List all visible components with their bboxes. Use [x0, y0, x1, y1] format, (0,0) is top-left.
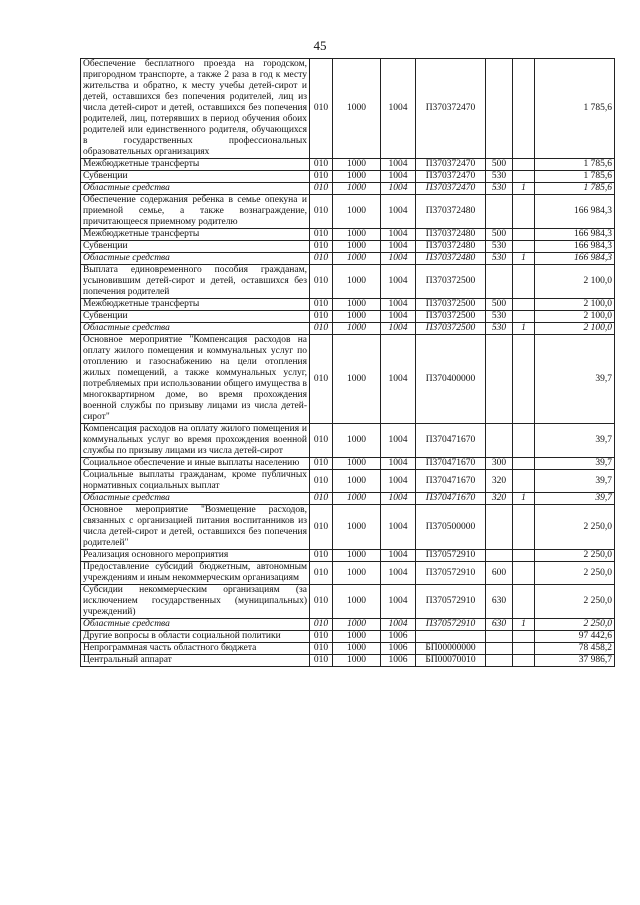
row-target-article: П370471670: [416, 458, 486, 470]
row-target-article: П370471670: [416, 470, 486, 493]
row-section: 1000: [333, 335, 381, 424]
table-row: [81, 335, 615, 424]
row-amount: 2 100,0: [535, 311, 615, 323]
row-subsection: 1004: [381, 229, 416, 241]
row-grbs: 010: [310, 159, 333, 171]
table-row: [81, 470, 615, 493]
row-expense-type: 600: [486, 562, 513, 585]
row-grbs: 010: [310, 424, 333, 458]
row-source: 1: [513, 323, 535, 335]
row-source: [513, 265, 535, 299]
row-source: 1: [513, 619, 535, 631]
row-expense-type: [486, 195, 513, 229]
row-grbs: 010: [310, 241, 333, 253]
row-source: [513, 655, 535, 667]
row-section: 1000: [333, 183, 381, 195]
row-target-article: П370500000: [416, 505, 486, 550]
row-name: Субвенции: [81, 241, 310, 253]
row-expense-type: [486, 335, 513, 424]
row-amount: 2 250,0: [535, 505, 615, 550]
row-name: Социальные выплаты гражданам, кроме публичных нормативных социальных выплат: [81, 470, 310, 493]
table-row: [81, 643, 615, 655]
row-section: 1000: [333, 171, 381, 183]
row-expense-type: [486, 505, 513, 550]
row-grbs: 010: [310, 59, 333, 159]
row-expense-type: 500: [486, 229, 513, 241]
row-section: 1000: [333, 655, 381, 667]
row-expense-type: 530: [486, 323, 513, 335]
row-section: 1000: [333, 643, 381, 655]
row-source: [513, 195, 535, 229]
row-grbs: 010: [310, 311, 333, 323]
table-row: [81, 229, 615, 241]
row-source: [513, 550, 535, 562]
row-section: 1000: [333, 631, 381, 643]
row-source: 1: [513, 183, 535, 195]
row-expense-type: 530: [486, 253, 513, 265]
row-amount: 1 785,6: [535, 59, 615, 159]
row-source: [513, 241, 535, 253]
row-amount: 166 984,3: [535, 241, 615, 253]
row-target-article: П370372480: [416, 241, 486, 253]
table-row: [81, 424, 615, 458]
row-name: Областные средства: [81, 183, 310, 195]
row-subsection: 1004: [381, 311, 416, 323]
row-expense-type: 500: [486, 159, 513, 171]
table-row: [81, 253, 615, 265]
row-name: Обеспечение бесплатного проезда на городском, пригородном транспорте, а также 2 раза в год к месту жительства и обратно, к месту учебы детей-сирот и детей, оставшихся без попечения родителей, лиц из числа детей-сирот и детей, оставшихся без попечения родителей, лиц, потерявших в период обучения обоих родителей или единственного родителя, обучающихся в государственных профессиональных образовательных организациях: [81, 59, 310, 159]
row-target-article: П370572910: [416, 619, 486, 631]
row-name: Областные средства: [81, 323, 310, 335]
row-section: 1000: [333, 619, 381, 631]
row-section: 1000: [333, 550, 381, 562]
row-grbs: 010: [310, 619, 333, 631]
row-expense-type: 530: [486, 241, 513, 253]
row-section: 1000: [333, 265, 381, 299]
row-grbs: 010: [310, 171, 333, 183]
row-subsection: 1004: [381, 159, 416, 171]
row-section: 1000: [333, 562, 381, 585]
row-expense-type: [486, 655, 513, 667]
row-amount: 2 100,0: [535, 265, 615, 299]
row-target-article: П370572910: [416, 562, 486, 585]
row-name: Предоставление субсидий бюджетным, автономным учреждениям и иным некоммерческим организациям: [81, 562, 310, 585]
row-grbs: 010: [310, 470, 333, 493]
row-section: 1000: [333, 299, 381, 311]
row-name: Компенсация расходов на оплату жилого помещения и коммунальных услуг во время прохождения военной службы по призыву лицами из числа детей-сирот: [81, 424, 310, 458]
row-amount: 39,7: [535, 335, 615, 424]
row-expense-type: [486, 643, 513, 655]
row-section: 1000: [333, 493, 381, 505]
row-section: 1000: [333, 323, 381, 335]
row-grbs: 010: [310, 299, 333, 311]
row-target-article: П370372480: [416, 229, 486, 241]
row-expense-type: 300: [486, 458, 513, 470]
row-section: 1000: [333, 311, 381, 323]
table-row: [81, 458, 615, 470]
row-section: 1000: [333, 458, 381, 470]
row-amount: 1 785,6: [535, 183, 615, 195]
row-subsection: 1006: [381, 631, 416, 643]
row-name: Другие вопросы в области социальной политики: [81, 631, 310, 643]
row-section: 1000: [333, 253, 381, 265]
row-name: Субсидии некоммерческим организациям (за исключением государственных (муниципальных) учреждений): [81, 585, 310, 619]
row-grbs: 010: [310, 335, 333, 424]
row-source: [513, 311, 535, 323]
row-target-article: П370372480: [416, 195, 486, 229]
row-amount: 1 785,6: [535, 171, 615, 183]
row-amount: 39,7: [535, 458, 615, 470]
row-grbs: 010: [310, 550, 333, 562]
row-section: 1000: [333, 195, 381, 229]
row-grbs: 010: [310, 183, 333, 195]
table-row: [81, 195, 615, 229]
table-row: [81, 505, 615, 550]
row-expense-type: [486, 59, 513, 159]
row-subsection: 1004: [381, 253, 416, 265]
row-grbs: 010: [310, 195, 333, 229]
row-subsection: 1004: [381, 171, 416, 183]
row-expense-type: 530: [486, 311, 513, 323]
row-target-article: П370471670: [416, 424, 486, 458]
row-target-article: П370372500: [416, 265, 486, 299]
row-subsection: 1004: [381, 550, 416, 562]
row-amount: 166 984,3: [535, 195, 615, 229]
row-name: Областные средства: [81, 619, 310, 631]
row-subsection: 1004: [381, 323, 416, 335]
table-row: [81, 619, 615, 631]
row-amount: 39,7: [535, 424, 615, 458]
table-row: [81, 562, 615, 585]
row-name: Реализация основного мероприятия: [81, 550, 310, 562]
table-row: [81, 59, 615, 159]
row-target-article: П370572910: [416, 550, 486, 562]
table-row: [81, 241, 615, 253]
row-source: [513, 505, 535, 550]
table-row: [81, 159, 615, 171]
row-amount: 2 250,0: [535, 619, 615, 631]
row-name: Межбюджетные трансферты: [81, 229, 310, 241]
row-amount: 166 984,3: [535, 229, 615, 241]
row-name: Межбюджетные трансферты: [81, 299, 310, 311]
row-subsection: 1004: [381, 265, 416, 299]
row-source: [513, 59, 535, 159]
row-target-article: П370372470: [416, 183, 486, 195]
budget-table: [80, 58, 615, 667]
row-expense-type: 630: [486, 619, 513, 631]
row-source: [513, 585, 535, 619]
row-name: Субвенции: [81, 311, 310, 323]
table-row: [81, 655, 615, 667]
row-source: [513, 159, 535, 171]
row-subsection: 1004: [381, 299, 416, 311]
row-grbs: 010: [310, 323, 333, 335]
row-target-article: П370372500: [416, 323, 486, 335]
row-section: 1000: [333, 59, 381, 159]
row-section: 1000: [333, 229, 381, 241]
row-name: Непрограммная часть областного бюджета: [81, 643, 310, 655]
table-row: [81, 550, 615, 562]
row-source: [513, 643, 535, 655]
row-target-article: П370372500: [416, 299, 486, 311]
row-subsection: 1004: [381, 585, 416, 619]
row-subsection: 1006: [381, 655, 416, 667]
row-subsection: 1004: [381, 241, 416, 253]
row-expense-type: 320: [486, 493, 513, 505]
row-name: Социальное обеспечение и иные выплаты населению: [81, 458, 310, 470]
row-subsection: 1004: [381, 195, 416, 229]
row-expense-type: 320: [486, 470, 513, 493]
row-subsection: 1004: [381, 493, 416, 505]
row-subsection: 1004: [381, 562, 416, 585]
row-name: Центральный аппарат: [81, 655, 310, 667]
row-amount: 1 785,6: [535, 159, 615, 171]
row-source: 1: [513, 253, 535, 265]
row-source: [513, 631, 535, 643]
table-row: [81, 265, 615, 299]
row-amount: 2 250,0: [535, 585, 615, 619]
row-name: Субвенции: [81, 171, 310, 183]
row-amount: 2 250,0: [535, 562, 615, 585]
row-subsection: 1004: [381, 619, 416, 631]
row-name: Областные средства: [81, 253, 310, 265]
row-expense-type: [486, 631, 513, 643]
row-subsection: 1004: [381, 183, 416, 195]
row-source: [513, 458, 535, 470]
row-expense-type: 530: [486, 183, 513, 195]
row-target-article: [416, 631, 486, 643]
row-source: [513, 335, 535, 424]
row-grbs: 010: [310, 655, 333, 667]
row-expense-type: 500: [486, 299, 513, 311]
page-number: 45: [313, 38, 327, 53]
row-grbs: 010: [310, 493, 333, 505]
row-expense-type: [486, 424, 513, 458]
row-expense-type: [486, 265, 513, 299]
row-source: [513, 562, 535, 585]
row-section: 1000: [333, 241, 381, 253]
table-row: [81, 493, 615, 505]
row-target-article: П370471670: [416, 493, 486, 505]
table-row: [81, 183, 615, 195]
row-name: Основное мероприятие "Возмещение расходов, связанных с организацией питания воспитанников из числа детей-сирот и детей, оставшихся без попечения родителей": [81, 505, 310, 550]
row-source: [513, 171, 535, 183]
row-section: 1000: [333, 585, 381, 619]
row-grbs: 010: [310, 253, 333, 265]
row-subsection: 1004: [381, 424, 416, 458]
row-grbs: 010: [310, 229, 333, 241]
row-name: Выплата единовременного пособия гражданам, усыновившим детей-сирот и детей, оставшихся без попечения родителей: [81, 265, 310, 299]
row-grbs: 010: [310, 643, 333, 655]
row-target-article: П370572910: [416, 585, 486, 619]
row-amount: 97 442,6: [535, 631, 615, 643]
row-expense-type: 530: [486, 171, 513, 183]
row-source: [513, 470, 535, 493]
row-amount: 2 250,0: [535, 550, 615, 562]
row-grbs: 010: [310, 585, 333, 619]
row-expense-type: 630: [486, 585, 513, 619]
row-grbs: 010: [310, 631, 333, 643]
row-section: 1000: [333, 159, 381, 171]
row-amount: 2 100,0: [535, 323, 615, 335]
row-section: 1000: [333, 424, 381, 458]
table-row: [81, 311, 615, 323]
row-amount: 2 100,0: [535, 299, 615, 311]
row-source: [513, 299, 535, 311]
row-section: 1000: [333, 505, 381, 550]
row-grbs: 010: [310, 458, 333, 470]
row-subsection: 1004: [381, 59, 416, 159]
row-target-article: БП00070010: [416, 655, 486, 667]
row-subsection: 1006: [381, 643, 416, 655]
row-amount: 78 458,2: [535, 643, 615, 655]
row-expense-type: [486, 550, 513, 562]
row-name: Межбюджетные трансферты: [81, 159, 310, 171]
row-target-article: БП00000000: [416, 643, 486, 655]
table-row: [81, 631, 615, 643]
row-target-article: П370372470: [416, 59, 486, 159]
row-source: 1: [513, 493, 535, 505]
row-name: Областные средства: [81, 493, 310, 505]
row-subsection: 1004: [381, 335, 416, 424]
row-subsection: 1004: [381, 470, 416, 493]
table-body: [81, 59, 615, 667]
table-row: [81, 299, 615, 311]
row-amount: 166 984,3: [535, 253, 615, 265]
row-grbs: 010: [310, 562, 333, 585]
row-subsection: 1004: [381, 505, 416, 550]
row-name: Обеспечение содержания ребенка в семье опекуна и приемной семье, а также вознаграждение, причитающееся приемному родителю: [81, 195, 310, 229]
table-row: [81, 585, 615, 619]
table-row: [81, 171, 615, 183]
row-section: 1000: [333, 470, 381, 493]
row-source: [513, 424, 535, 458]
row-amount: 39,7: [535, 493, 615, 505]
table-row: [81, 323, 615, 335]
row-grbs: 010: [310, 265, 333, 299]
row-source: [513, 229, 535, 241]
row-target-article: П370372480: [416, 253, 486, 265]
row-target-article: П370372470: [416, 159, 486, 171]
row-target-article: П370372470: [416, 171, 486, 183]
row-target-article: П370400000: [416, 335, 486, 424]
row-grbs: 010: [310, 505, 333, 550]
row-name: Основное мероприятие "Компенсация расходов на оплату жилого помещения и коммунальных услуг по отоплению и газоснабжению на цели отопления жилых помещений, а также коммунальных услуг, потребляемых при использовании общего имущества в многоквартирном доме, во время прохождения военной службы по призыву лицами из числа детей-сирот": [81, 335, 310, 424]
row-amount: 39,7: [535, 470, 615, 493]
row-target-article: П370372500: [416, 311, 486, 323]
row-amount: 37 986,7: [535, 655, 615, 667]
row-subsection: 1004: [381, 458, 416, 470]
